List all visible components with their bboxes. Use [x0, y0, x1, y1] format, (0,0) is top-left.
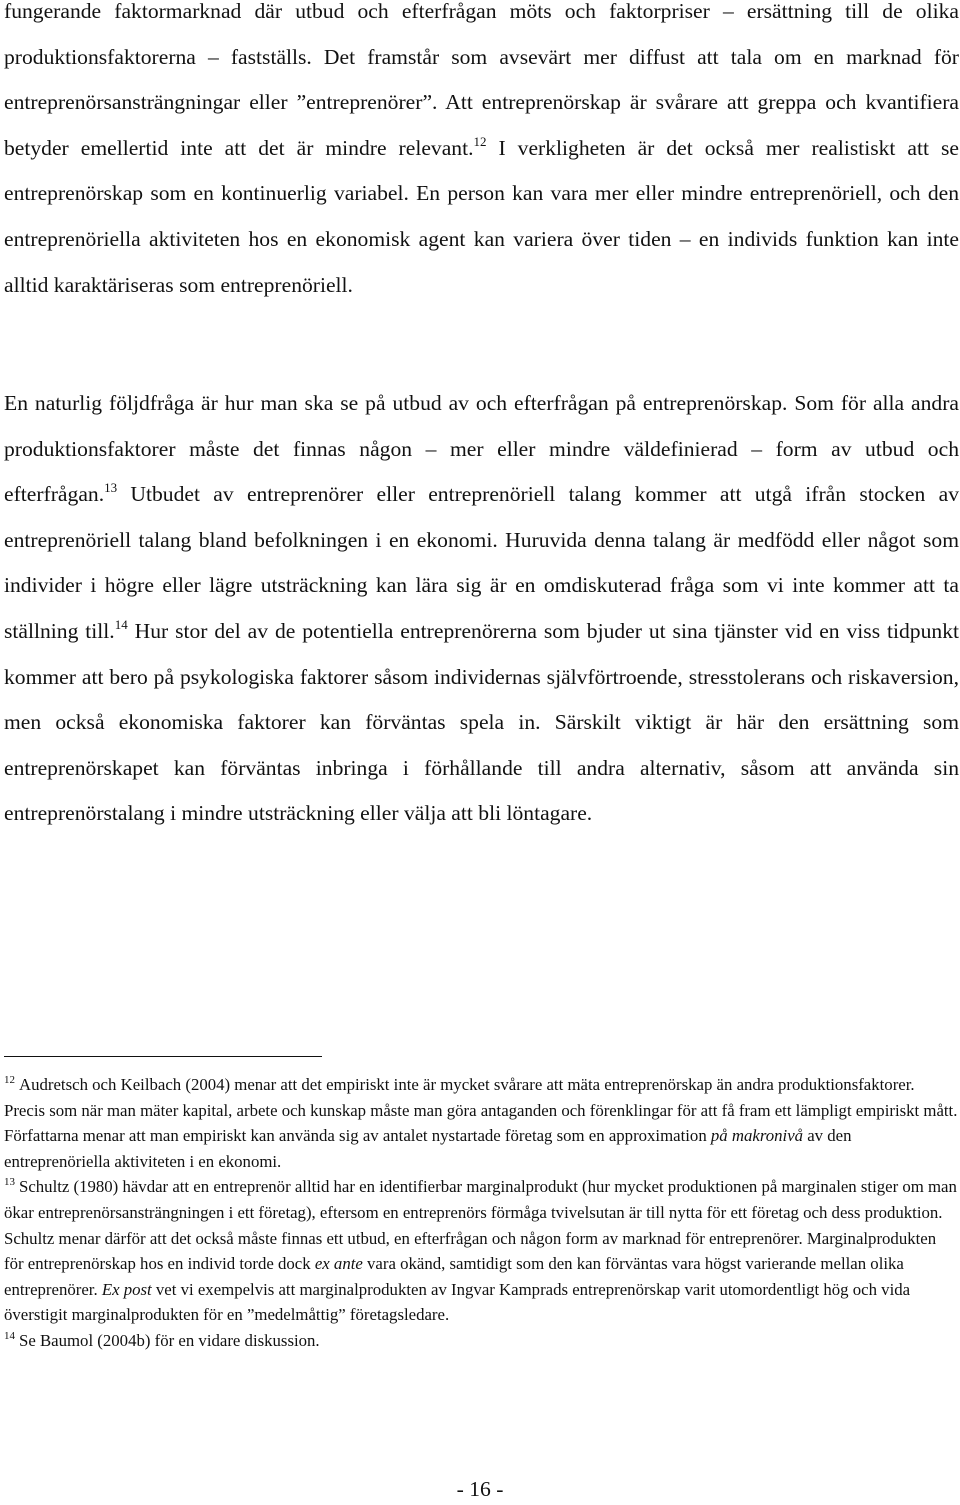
footnote-separator — [4, 1056, 322, 1057]
body-paragraph-2 — [4, 381, 959, 837]
footnote-14-text: Se Baumol (2004b) för en vidare diskussion. — [19, 1330, 320, 1350]
footnote-12-text-b: av den entreprenöriella aktiviteten i en ekonomi. — [4, 1126, 852, 1171]
footnote-12-italic: på makronivå — [710, 1126, 804, 1146]
paragraph-1-text-b: I verkligheten är det också mer realistiskt att se entreprenörskap som en kontinuerlig variabel. En person kan vara mer eller mindre entreprenöriell, och den entreprenöriella aktiviteten hos en ekonomisk agent kan variera över tiden – en individs funktion kan inte alltid karaktäriseras som entreprenöriell. — [4, 135, 959, 297]
paragraph-2-text-c: Hur stor del av de potentiella entreprenörerna som bjuder ut sina tjänster vid en viss tidpunkt kommer att bero på psykologiska faktorer såsom individernas självförtroende, stresstolerans och riskaversion, men också ekonomiska faktorer kan förväntas spela in. Särskilt viktigt är här den ersättning som entreprenörskapet kan förväntas inbringa i förhållande till andra alternativ, såsom att använda sin entreprenörstalang i mindre utsträckning eller välja att bli löntagare. — [4, 618, 959, 826]
footnotes — [4, 1072, 959, 1354]
footnote-13-text-b: vara okänd, samtidigt som den kan förväntas vara högst varierande mellan olika entreprenörer. — [4, 1254, 904, 1299]
footnote-12 — [4, 1072, 959, 1174]
paragraph-1-text-a: fungerande faktormarknad där utbud och efterfrågan möts och faktorpriser – ersättning till de olika produktionsfaktorerna – fastställs. Det framstår som avsevärt mer diffust att tala om en marknad för entreprenörsansträngningar eller ”entreprenörer”. Att entreprenörskap är svårare att greppa och kvantifiera betyder emellertid inte att det är mindre relevant. — [4, 0, 959, 160]
footnote-ref-13[interactable]: 13 — [104, 480, 118, 496]
footnote-13 — [4, 1174, 959, 1328]
footnote-ref-12[interactable]: 12 — [473, 133, 487, 149]
footnote-number-13: 13 — [4, 1176, 15, 1189]
paragraph-2-text-a: En naturlig följdfråga är hur man ska se på utbud av och efterfrågan på entreprenörskap. Som för alla andra produktionsfaktorer måste det finnas någon – mer eller mindre väldefinierad – form av utbud och efterfrågan. — [4, 391, 959, 507]
footnote-number-14: 14 — [4, 1329, 15, 1342]
footnote-12-text-a: Audretsch och Keilbach (2004) menar att det empiriskt inte är mycket svårare att mäta entreprenörskap än andra produktionsfaktorer. Precis som när man mäter kapital, arbete och kunskap måste man göra antaganden och förenklingar för att få fram ett lämpligt empiriskt mått. Författarna menar att man empiriskt kan använda sig av antalet nystartade företag som en approximation — [4, 1075, 958, 1146]
footnote-13-italic-1: ex ante — [314, 1254, 363, 1274]
page-number: - 16 - — [456, 1477, 504, 1501]
footnote-14 — [4, 1328, 959, 1354]
footnote-number-12: 12 — [4, 1074, 15, 1086]
footnote-13-text-a: Schultz (1980) hävdar att en entreprenör alltid har en identifierbar marginalprodukt (hur mycket produktionen på marginalen stiger om man ökar entreprenörsansträngningen i ett företag), eftersom en entreprenörs förmåga tvivelsutan är till nytta för ett företag och dess produktion. Schultz menar därför att det också måste finnas ett utbud, en efterfrågan och någon form av marknad för entreprenörer. Marginalprodukten för entreprenörskap hos en individ torde dock — [4, 1177, 957, 1274]
paragraph-2-text-b: Utbudet av entreprenörer eller entreprenöriell talang kommer att utgå ifrån stocken av entreprenöriell talang bland befolkningen i en ekonomi. Huruvida denna talang är medfödd eller något som individer i högre eller lägre utsträckning kan lära sig är en omdiskuterad fråga som vi inte kommer att ta ställning till. — [4, 482, 959, 643]
body-paragraph-1 — [4, 0, 959, 308]
footnote-13-italic-2: Ex post — [101, 1279, 152, 1299]
footnote-ref-14[interactable]: 14 — [114, 616, 128, 632]
footnote-13-text-c: vet vi exempelvis att marginalprodukten av Ingvar Kamprads entreprenörskap varit utomordentligt hög och vida överstigit marginalprodukten för en ”medelmåttig” företagsledare. — [4, 1279, 911, 1325]
